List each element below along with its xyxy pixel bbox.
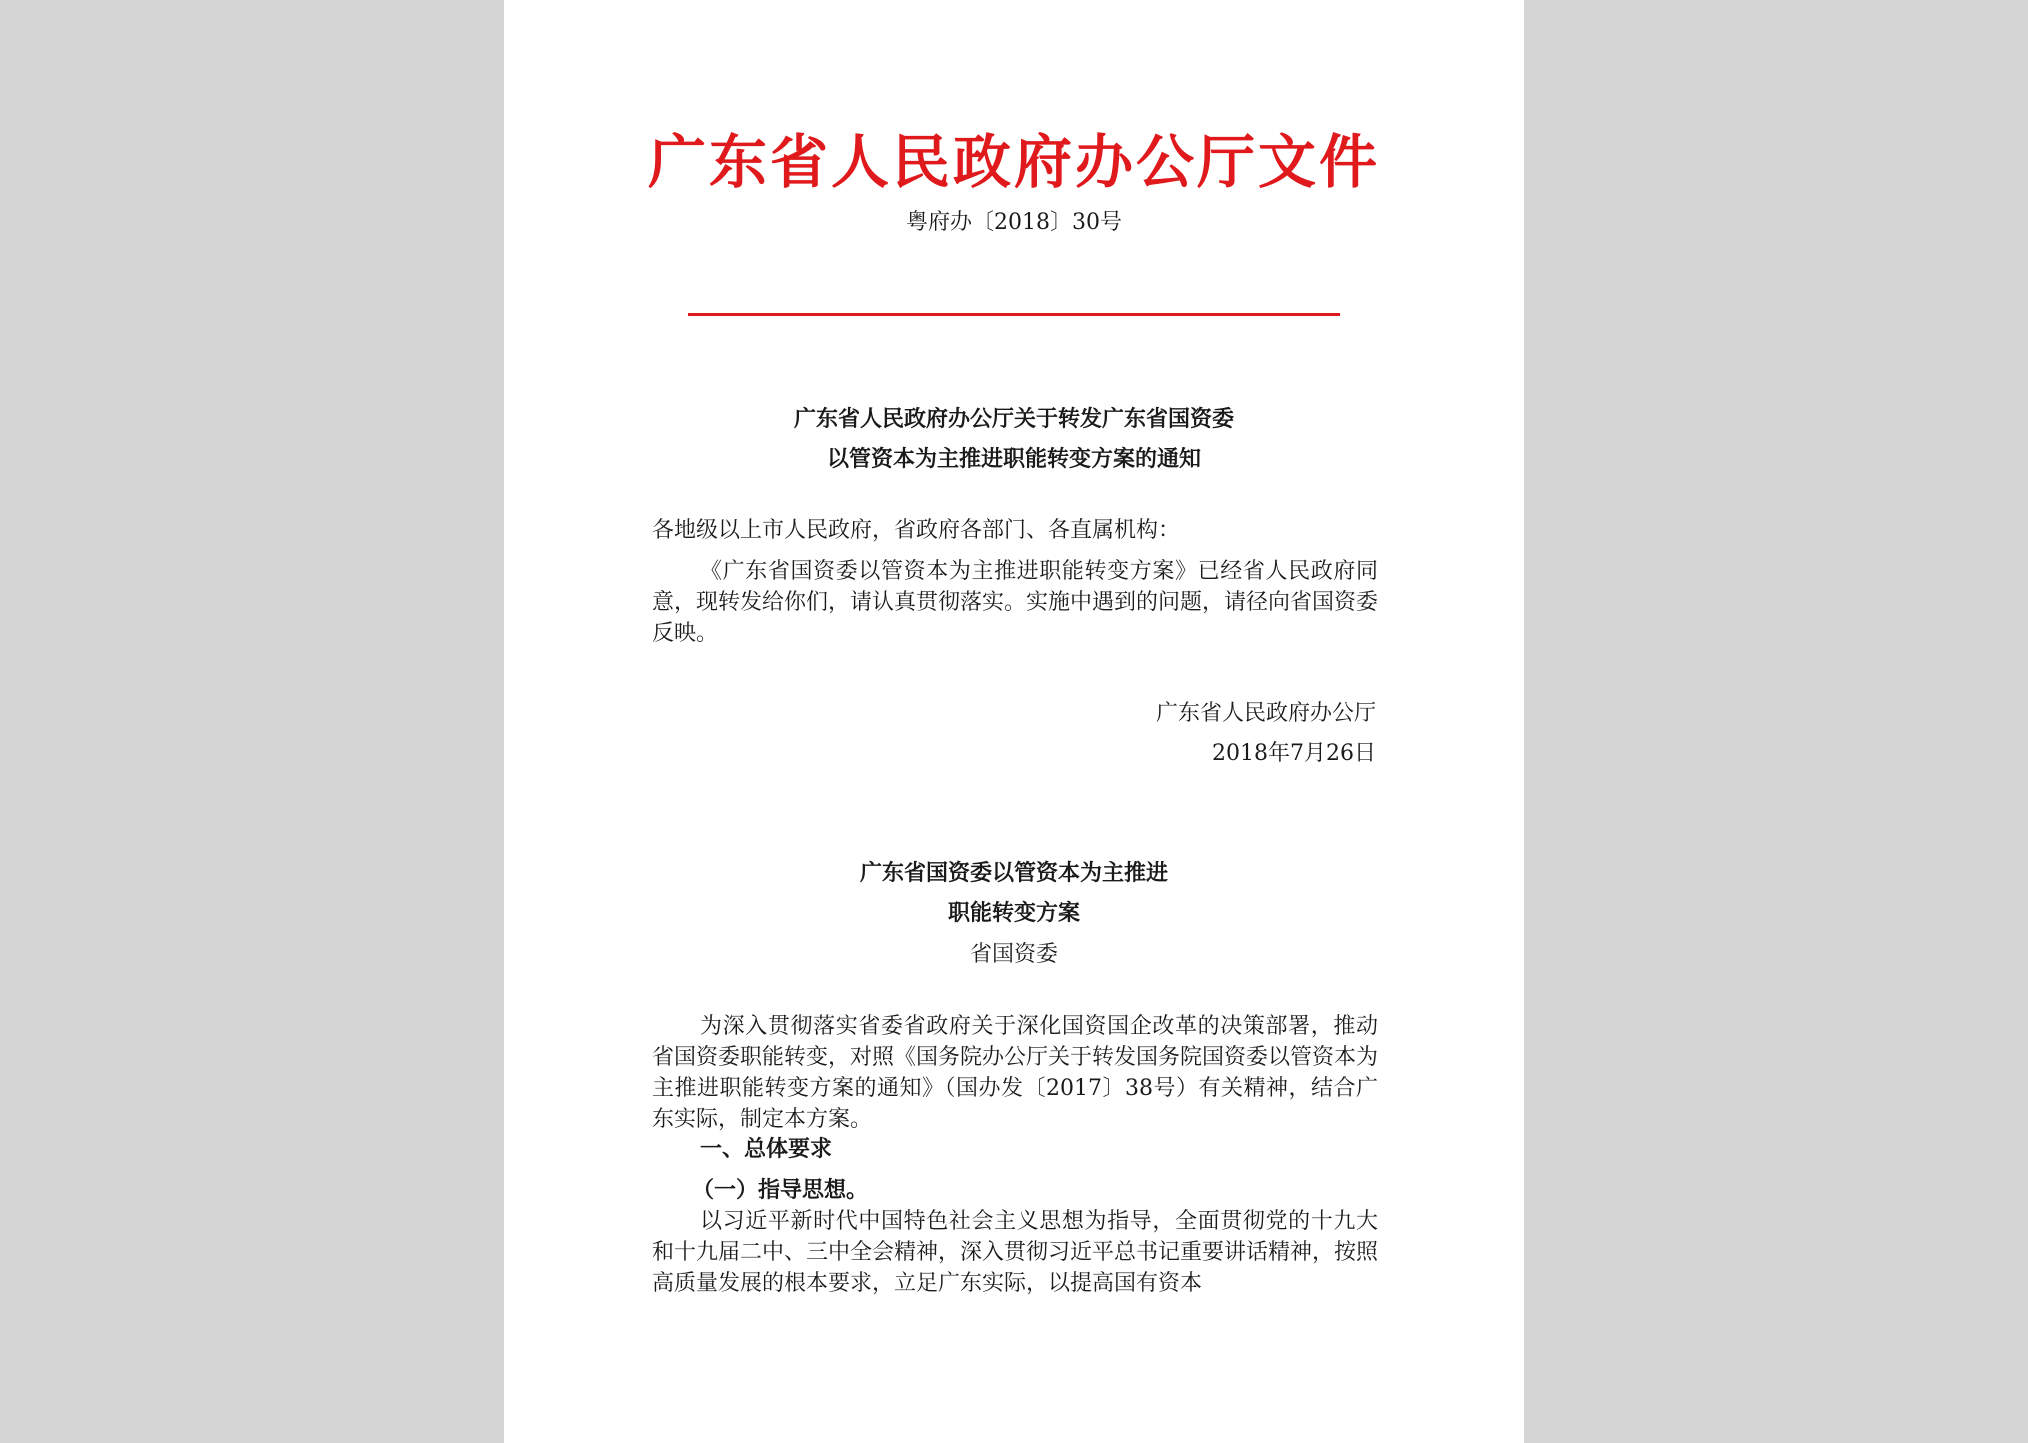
document-number: 粤府办〔2018〕30号 [906, 210, 1122, 235]
notice-salutation: 各地级以上市人民政府，省政府各部门、各直属机构： [652, 518, 1181, 543]
plan-intro: 为深入贯彻落实省委省政府关于深化国资国企改革的决策部署，推动省国资委职能转变，对照《国务院办公厅关于转发国务院国资委以管资本为主推进职能转变方案的通知》（国办发〔2017〕38号）有关精神，结合广东实际，制定本方案。 [652, 1014, 1379, 1132]
plan-title-line1: 广东省国资委以管资本为主推进 [859, 861, 1168, 886]
document-header-title: 广东省人民政府办公厅文件 [647, 128, 1380, 196]
subsection-body: 以习近平新时代中国特色社会主义思想为指导，全面贯彻党的十九大和十九届二中、三中全会精神，深入贯彻习近平总书记重要讲话精神，按照高质量发展的根本要求，立足广东实际，以提高国有资本 [652, 1209, 1379, 1296]
red-divider [688, 313, 1340, 316]
subsection-heading: （一）指导思想。 [692, 1178, 869, 1203]
document-page [504, 0, 1524, 1443]
notice-title-line1: 广东省人民政府办公厅关于转发广东省国资委 [793, 407, 1234, 432]
section-heading: 一、总体要求 [700, 1137, 833, 1162]
plan-title-line2: 职能转变方案 [947, 901, 1080, 926]
notice-title-line2: 以管资本为主推进职能转变方案的通知 [826, 447, 1201, 472]
notice-date: 2018年7月26日 [1212, 741, 1376, 766]
plan-author: 省国资委 [969, 942, 1058, 967]
notice-issuer: 广东省人民政府办公厅 [1155, 701, 1376, 726]
notice-body: 《广东省国资委以管资本为主推进职能转变方案》已经省人民政府同意，现转发给你们，请认真贯彻落实。实施中遇到的问题，请径向省国资委反映。 [652, 559, 1379, 646]
